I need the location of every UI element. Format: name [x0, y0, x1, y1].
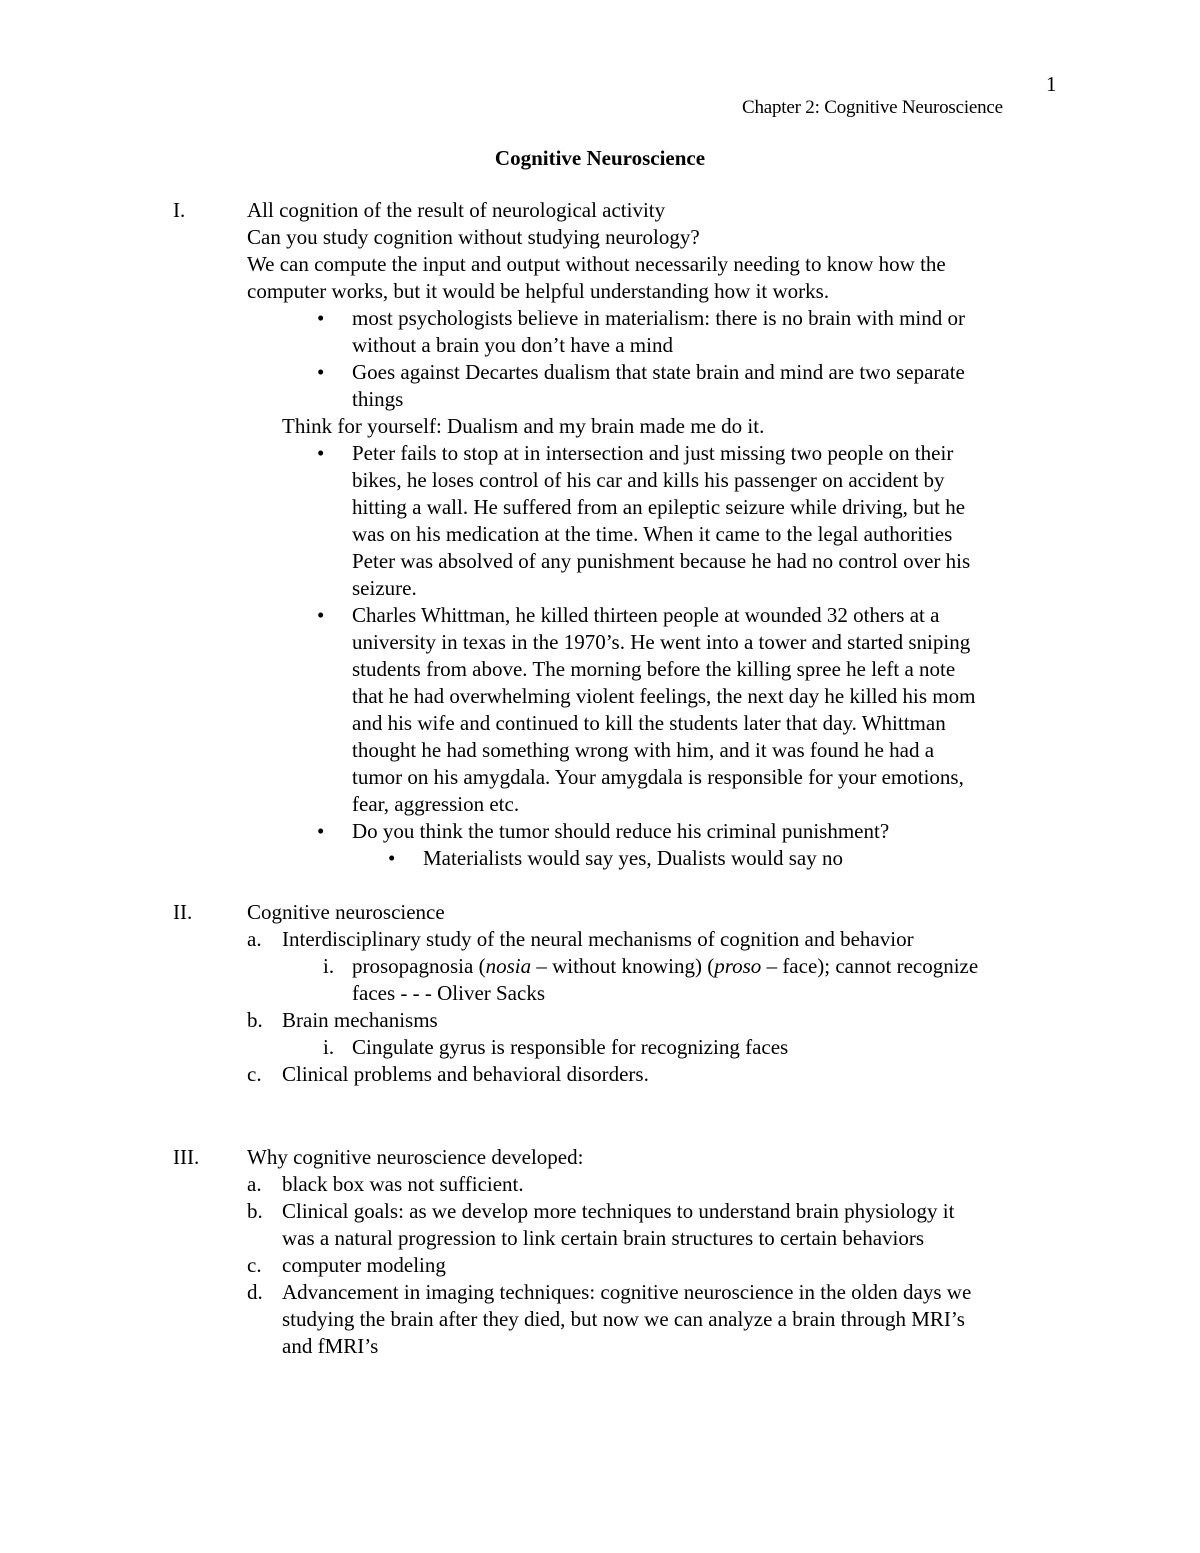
list-item-text: Cingulate gyrus is responsible for recognizing faces [352, 1035, 789, 1059]
list-marker: a. [247, 927, 262, 951]
list-item-text: computer modeling [282, 1253, 446, 1277]
section-1-numeral: I. [173, 198, 186, 222]
bullet-text: Peter fails to stop at in intersection and just missing two people on their [352, 441, 954, 465]
bullet-glyph: • [317, 441, 325, 465]
list-item-text: faces - - - Oliver Sacks [352, 981, 545, 1005]
bullet-glyph: • [317, 360, 325, 384]
bullet-text: things [352, 387, 404, 411]
list-marker: b. [247, 1008, 263, 1032]
text-run: prosopagnosia ( [352, 954, 486, 978]
bullet-text: Goes against Decartes dualism that state brain and mind are two separate [352, 360, 965, 384]
list-marker: i. [323, 1035, 335, 1059]
section-1-line: All cognition of the result of neurological activity [247, 198, 666, 222]
section-2-numeral: II. [173, 900, 193, 924]
bullet-text: Do you think the tumor should reduce his criminal punishment? [352, 819, 890, 843]
list-marker: a. [247, 1172, 262, 1196]
list-item-text: Interdisciplinary study of the neural mechanisms of cognition and behavior [282, 927, 914, 951]
bullet-text: seizure. [352, 576, 417, 600]
text-run: – face); cannot recognize [761, 954, 979, 978]
list-item-text: Clinical problems and behavioral disorders. [282, 1062, 649, 1086]
section-1-line: Can you study cognition without studying neurology? [247, 225, 700, 249]
bullet-glyph: • [317, 819, 325, 843]
bullet-glyph: • [317, 603, 325, 627]
bullet-text: students from above. The morning before the killing spree he left a note [352, 657, 956, 681]
bullet-text: thought he had something wrong with him, and it was found he had a [352, 738, 935, 762]
bullet-text: and his wife and continued to kill the students later that day. Whittman [352, 711, 946, 735]
list-item-text: studying the brain after they died, but now we can analyze a brain through MRI’s [282, 1307, 965, 1331]
section-1-line: We can compute the input and output without necessarily needing to know how the [247, 252, 946, 276]
list-item-text: Clinical goals: as we develop more techniques to understand brain physiology it [282, 1199, 955, 1223]
list-marker: d. [247, 1280, 263, 1304]
list-marker: b. [247, 1199, 263, 1223]
bullet-glyph: • [388, 846, 396, 870]
section-3-numeral: III. [173, 1145, 200, 1169]
list-item-text: and fMRI’s [282, 1334, 379, 1358]
list-item-text: was a natural progression to link certain brain structures to certain behaviors [282, 1226, 925, 1250]
think-heading: Think for yourself: Dualism and my brain made me do it. [282, 414, 765, 438]
list-item-text [352, 953, 978, 980]
bullet-text: bikes, he loses control of his car and kills his passenger on accident by [352, 468, 945, 492]
bullet-text: most psychologists believe in materialism: there is no brain with mind or [352, 306, 965, 330]
chapter-header: Chapter 2: Cognitive Neuroscience [742, 97, 1003, 118]
page-title: Cognitive Neuroscience [494, 146, 706, 170]
italic-term: nosia [485, 954, 532, 978]
list-item-text: black box was not sufficient. [282, 1172, 524, 1196]
page-number: 1 [1046, 72, 1057, 96]
bullet-text: was on his medication at the time. When it came to the legal authorities [352, 522, 953, 546]
list-marker: c. [247, 1253, 262, 1277]
bullet-text: hitting a wall. He suffered from an epileptic seizure while driving, but he [352, 495, 966, 519]
bullet-text: without a brain you don’t have a mind [352, 333, 673, 357]
bullet-text: tumor on his amygdala. Your amygdala is responsible for your emotions, [352, 765, 964, 789]
section-2-heading: Cognitive neuroscience [247, 900, 445, 924]
bullet-text: that he had overwhelming violent feelings, the next day he killed his mom [352, 684, 976, 708]
bullet-glyph: • [317, 306, 325, 330]
list-item-text: Brain mechanisms [282, 1008, 438, 1032]
bullet-text: Charles Whittman, he killed thirteen people at wounded 32 others at a [352, 603, 940, 627]
list-marker: i. [323, 954, 335, 978]
list-item-text: Advancement in imaging techniques: cognitive neuroscience in the olden days we [282, 1280, 972, 1304]
bullet-text: university in texas in the 1970’s. He went into a tower and started sniping [352, 630, 971, 654]
list-marker: c. [247, 1062, 262, 1086]
section-1-line: computer works, but it would be helpful understanding how it works. [247, 279, 830, 303]
sub-bullet-text: Materialists would say yes, Dualists would say no [423, 846, 843, 870]
section-3-heading: Why cognitive neuroscience developed: [247, 1145, 584, 1169]
bullet-text: fear, aggression etc. [352, 792, 520, 816]
italic-term: proso [714, 954, 762, 978]
text-run: – without knowing) ( [531, 954, 715, 978]
bullet-text: Peter was absolved of any punishment because he had no control over his [352, 549, 971, 573]
